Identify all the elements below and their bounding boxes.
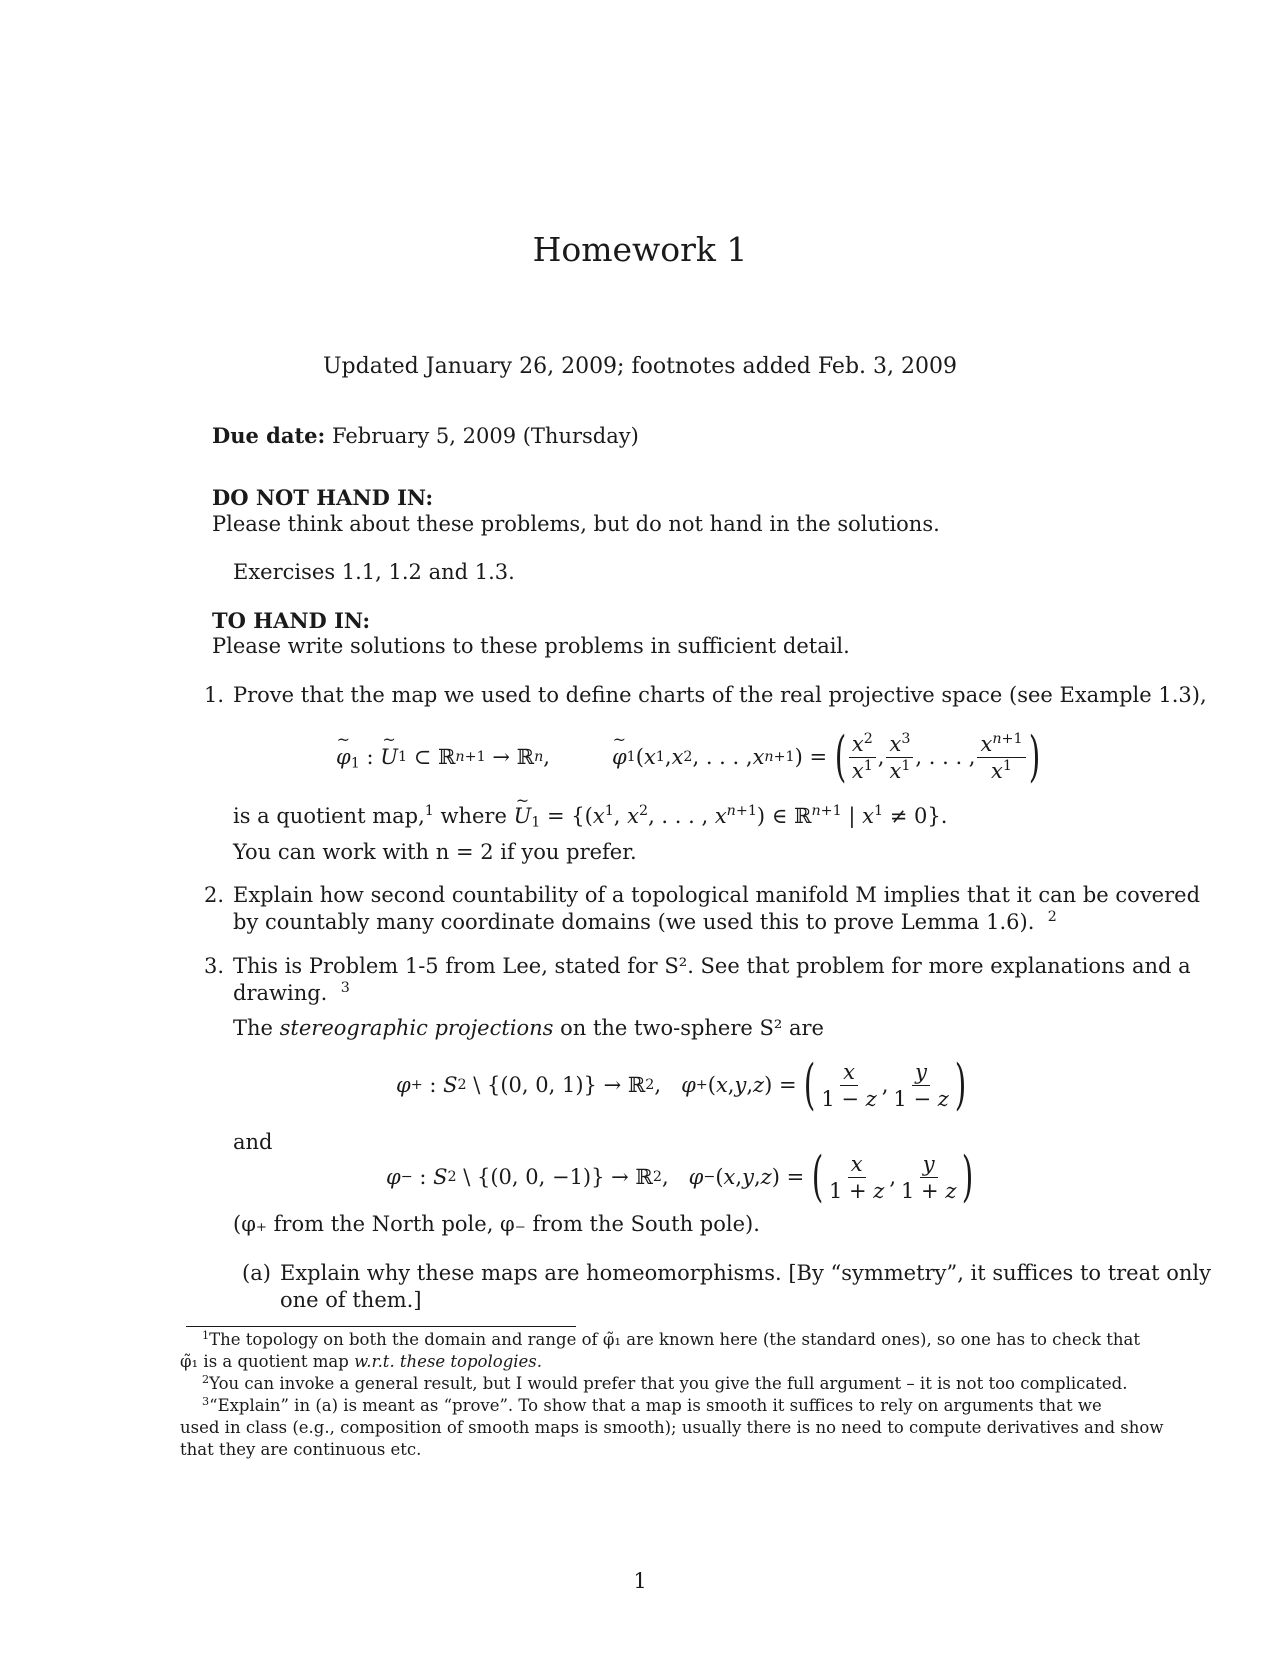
- part-a-label: (a): [242, 1261, 271, 1285]
- problem-2-number: 2.: [204, 883, 225, 907]
- footnote-ref-2: 2: [1047, 909, 1057, 926]
- problem-1-number: 1.: [204, 683, 225, 707]
- problem-3-number: 3.: [204, 954, 225, 978]
- footnote-2: $^2$You can invoke a general result, but I would prefer that you give the full argument – it is not too complicated.: [202, 1372, 1128, 1393]
- part-a-line1: Explain why these maps are homeomorphisms. [By “symmetry”, it suffices to treat only: [280, 1261, 1211, 1285]
- to-hand-in-heading: TO HAND IN:: [212, 608, 371, 633]
- footnote-3-line3: that they are continuous etc.: [180, 1440, 422, 1459]
- problem-1-text: Prove that the map we used to define charts of the real projective space (see Example 1.3),: [233, 683, 1207, 707]
- problem-3-line2: drawing. $^3$: [233, 980, 350, 1005]
- do-not-hand-in-text: Please think about these problems, but do not hand in the solutions.: [212, 512, 940, 536]
- due-date-value: February 5, 2009 (Thursday): [331, 424, 639, 448]
- footnote-rule: [186, 1326, 576, 1327]
- problem-3-line1: This is Problem 1-5 from Lee, stated for S². See that problem for more explanations and a: [233, 954, 1191, 978]
- problem-2-line1: Explain how second countability of a topological manifold M implies that it can be covered: [233, 883, 1201, 907]
- due-date: [212, 422, 639, 450]
- footnote-1-line2: φ̃₁ is a quotient map w.r.t. these topologies.: [180, 1352, 543, 1371]
- problem-3-stereo: The stereographic projections on the two-sphere S² are: [233, 1016, 824, 1040]
- footnote-1-line1: $^1$The topology on both the domain and range of φ̃₁ are known here (the standard ones), so one has to check that: [202, 1328, 1140, 1349]
- to-hand-in-text: Please write solutions to these problems in sufficient detail.: [212, 634, 850, 658]
- footnote-ref-3: 3: [340, 980, 350, 997]
- footnote-3-line1: $^3$“Explain” in (a) is meant as “prove”. To show that a map is smooth it suffices to rely on arguments that we: [202, 1394, 1102, 1415]
- footnote-3-line2: used in class (e.g., composition of smooth maps is smooth); usually there is no need to compute derivatives and show: [180, 1418, 1164, 1437]
- part-a-line2: one of them.]: [280, 1288, 422, 1312]
- problem-1-prefer: You can work with n = 2 if you prefer.: [233, 840, 637, 864]
- do-not-hand-in-heading: DO NOT HAND IN:: [212, 485, 434, 510]
- equation-phi-minus: φ − : S 2 \ {(0, 0, −1)} → ℝ 2 , φ − ( x , y , z ) = ( $\frac{x}{1 + z}$ , $\frac{y}{1 + z}$ ): [386, 1145, 974, 1208]
- problem-2-line2: by countably many coordinate domains (we used this to prove Lemma 1.6). $^2$: [233, 909, 1057, 934]
- due-date-label: Due date:: [212, 423, 326, 448]
- page-number: 1: [633, 1569, 647, 1593]
- equation-phi-plus: φ + : S 2 \ {(0, 0, 1)} → ℝ 2 , φ + ( x , y , z ) = ( $\frac{x}{1 - z}$ , $\frac{y}{1 - z}$ ): [396, 1053, 967, 1116]
- exercises-list: Exercises 1.1, 1.2 and 1.3.: [233, 560, 515, 584]
- document-title: Homework 1: [532, 230, 748, 269]
- problem-1-quotient: is a quotient map,$^1$ where ~ $U_1 = \{(x^1$, $x^2$, . . . , $x^{n+1}$) ∈ ℝ$^{n+1}$ | $x^1 \ne 0$}.: [233, 802, 947, 830]
- footnote-ref-1: 1: [424, 803, 434, 820]
- updated-line: Updated January 26, 2009; footnotes added Feb. 3, 2009: [323, 354, 957, 379]
- poles-text: (φ₊ from the North pole, φ₋ from the South pole).: [233, 1212, 760, 1236]
- equation-chart-map: ~ $\varphi_1$ : ~ U 1 ⊂ ℝ n+1 → ℝ n , ~ φ 1 ( x 1 , x 2 , . . . , x n+1 ) = ( $\frac{x^2}{x^1}$ , $\frac{x^3}{x^1}$ , . . . , $\frac{x^{n+1}}{x^1}$ ): [336, 722, 1041, 792]
- and-text: and: [233, 1130, 273, 1154]
